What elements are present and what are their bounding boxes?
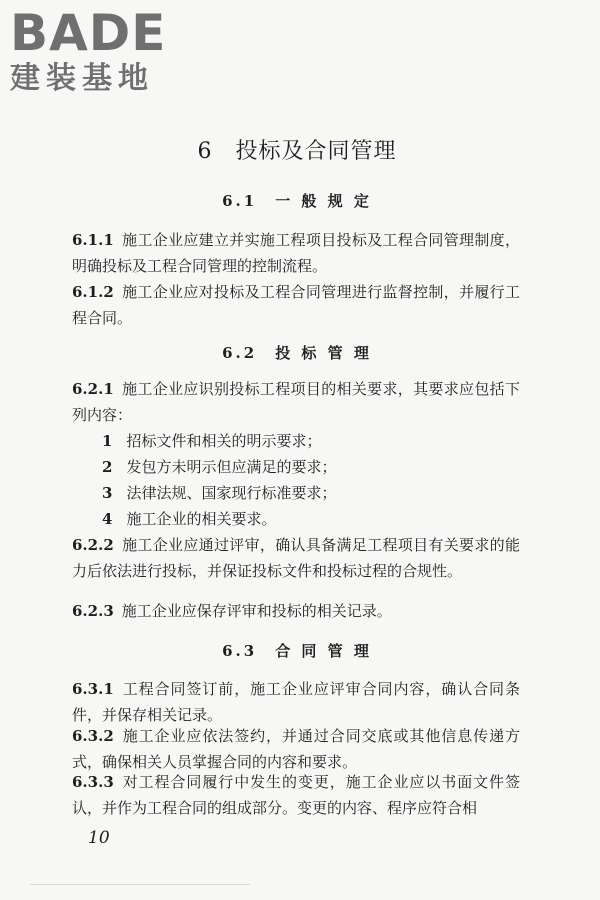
clause-6-2-2 — [72, 532, 520, 584]
list-item — [102, 506, 276, 532]
list-item-number: 4 — [102, 510, 113, 528]
clause-number: 6.3.2 — [72, 727, 114, 745]
section-title-6-1: 6.1 一 般 规 定 — [222, 192, 372, 210]
clause-text: 施工企业应对投标及工程合同管理进行监督控制，并履行工程合同。 — [72, 283, 520, 327]
clause-number: 6.2.3 — [72, 602, 114, 620]
clause-text: 施工企业应识别投标工程项目的相关要求，其要求应包括下列内容： — [72, 380, 520, 424]
clause-text: 施工企业应依法签约，并通过合同交底或其他信息传递方式，确保相关人员掌握合同的内容和要求。 — [72, 727, 520, 771]
clause-number: 6.3.3 — [72, 773, 114, 791]
list-item-text: 发包方未明示但应满足的要求； — [126, 458, 337, 476]
clause-text: 对工程合同履行中发生的变更，施工企业应以书面文件签认，并作为工程合同的组成部分。变更的内容、程序应符合相 — [72, 773, 520, 817]
clause-number: 6.2.1 — [72, 380, 114, 398]
list-item-text: 招标文件和相关的明示要求； — [126, 432, 322, 450]
clause-6-1-2 — [72, 279, 520, 331]
section-title-6-3: 6.3 合 同 管 理 — [222, 642, 372, 660]
clause-6-3-2 — [72, 723, 520, 775]
clause-6-2-1 — [72, 376, 520, 428]
list-item — [102, 454, 336, 480]
clause-text: 施工企业应通过评审，确认具备满足工程项目有关要求的能力后依法进行投标，并保证投标文件和投标过程的合规性。 — [72, 536, 520, 580]
logo-subtitle: 建装基地 — [10, 61, 154, 96]
list-item-number: 1 — [102, 432, 113, 450]
list-item — [102, 480, 336, 506]
list-item-text: 施工企业的相关要求。 — [126, 510, 277, 528]
list-item-number: 2 — [102, 458, 113, 476]
footer-divider — [30, 884, 250, 885]
list-item — [102, 428, 321, 454]
chapter-title: 6 投标及合同管理 — [197, 139, 397, 164]
list-item-number: 3 — [102, 484, 113, 502]
clause-6-1-1 — [72, 227, 520, 279]
page-number: 10 — [88, 828, 110, 848]
list-item-text: 法律法规、国家现行标准要求； — [126, 484, 337, 502]
logo-brand: BADE — [10, 4, 167, 62]
clause-number: 6.2.2 — [72, 536, 114, 554]
clause-6-3-1 — [72, 676, 520, 728]
clause-text: 施工企业应保存评审和投标的相关记录。 — [121, 602, 392, 620]
clause-number: 6.1.2 — [72, 283, 114, 301]
clause-6-3-3 — [72, 769, 520, 821]
clause-number: 6.1.1 — [72, 231, 114, 249]
clause-number: 6.3.1 — [72, 680, 114, 698]
clause-text: 工程合同签订前，施工企业应评审合同内容，确认合同条件，并保存相关记录。 — [72, 680, 520, 724]
bade-logo — [10, 4, 180, 96]
section-title-6-2: 6.2 投 标 管 理 — [222, 344, 372, 362]
clause-6-2-3 — [72, 598, 520, 624]
clause-text: 施工企业应建立并实施工程项目投标及工程合同管理制度，明确投标及工程合同管理的控制流程。 — [72, 231, 520, 275]
